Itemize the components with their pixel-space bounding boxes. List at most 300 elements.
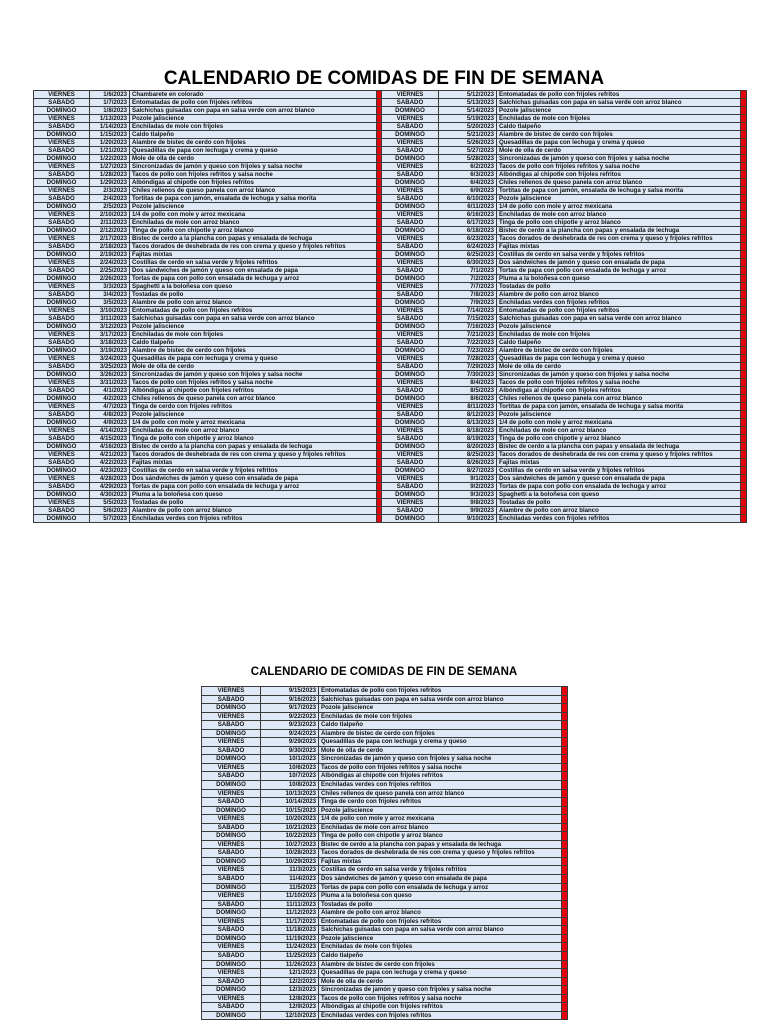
dish-cell: Sincronizadas de jamón y queso con frijoles y salsa noche — [130, 371, 377, 379]
table-row — [34, 91, 383, 99]
day-cell: SABADO — [34, 195, 90, 203]
day-cell: VIERNES — [34, 163, 90, 171]
date-cell: 2/4/2023 — [90, 195, 130, 203]
dish-cell: Pozole jaliscience — [319, 704, 562, 713]
table-row — [34, 203, 383, 211]
dish-cell: Alambre de bistec de cerdo con frijoles — [497, 131, 741, 139]
date-cell: 1/7/2023 — [90, 99, 130, 107]
dish-cell: Fajitas mixtas — [130, 251, 377, 259]
day-cell: VIERNES — [34, 259, 90, 267]
day-cell: VIERNES — [382, 163, 439, 171]
dish-cell: Albóndigas al chipotle con frijoles refritos — [130, 387, 377, 395]
dish-cell: Quesadillas de papa con lechuga y crema y queso — [130, 355, 377, 363]
red-marker — [562, 815, 568, 824]
date-cell: 11/26/2023 — [261, 960, 319, 969]
day-cell: DOMINGO — [382, 323, 439, 331]
day-cell: SABADO — [202, 849, 261, 858]
dish-cell: Mole de olla de cerdo — [319, 746, 562, 755]
dish-cell: Sincronizadas de jamón y queso con frijoles y salsa noche — [497, 155, 741, 163]
table-row — [34, 291, 383, 299]
table-row — [34, 363, 383, 371]
date-cell: 12/1/2023 — [261, 969, 319, 978]
table-row — [202, 721, 568, 730]
table-row — [34, 427, 383, 435]
date-cell: 10/15/2023 — [261, 806, 319, 815]
date-cell: 10/8/2023 — [261, 781, 319, 790]
dish-cell: Alambre de pollo con arroz blanco — [130, 507, 377, 515]
day-cell: DOMINGO — [382, 515, 439, 523]
dish-cell: Mole de olla de cerdo — [130, 363, 377, 371]
table-row — [382, 179, 747, 187]
table-row — [382, 451, 747, 459]
dish-cell: Alambre de bistec de cerdo con frijoles — [497, 347, 741, 355]
day-cell: SABADO — [202, 798, 261, 807]
date-cell: 1/21/2023 — [90, 147, 130, 155]
red-marker — [562, 883, 568, 892]
table-row — [34, 451, 383, 459]
red-marker — [741, 411, 747, 419]
date-cell: 8/12/2023 — [439, 411, 497, 419]
table-row — [202, 738, 568, 747]
dish-cell: Sincronizadas de jamón y queso con frijoles y salsa noche — [319, 986, 562, 995]
dish-cell: Entomatadas de pollo con frijoles refritos — [319, 687, 562, 696]
day-cell: DOMINGO — [34, 323, 90, 331]
day-cell: DOMINGO — [382, 371, 439, 379]
day-cell: VIERNES — [382, 307, 439, 315]
dish-cell: Enchiladas verdes con frijoles refritos — [497, 299, 741, 307]
dish-cell: Tacos dorados de deshebrada de res con crema y queso y frijoles refritos — [497, 451, 741, 459]
red-marker — [562, 866, 568, 875]
table-row — [202, 960, 568, 969]
dish-cell: Alambre de pollo con arroz blanco — [497, 507, 741, 515]
table-row — [202, 789, 568, 798]
day-cell: VIERNES — [202, 892, 261, 901]
day-cell: SABADO — [202, 695, 261, 704]
dish-cell: Dos sándwiches de jamón y queso con ensalada de papa — [130, 475, 377, 483]
dish-cell: Fajitas mixtas — [319, 857, 562, 866]
table-row — [382, 411, 747, 419]
red-marker — [562, 1003, 568, 1012]
table-row — [202, 1011, 568, 1020]
date-cell: 3/19/2023 — [90, 347, 130, 355]
date-cell: 3/5/2023 — [90, 299, 130, 307]
table-row — [34, 227, 383, 235]
day-cell: DOMINGO — [34, 515, 90, 523]
day-cell: SABADO — [34, 435, 90, 443]
dish-cell: Pluma a la boloñesa con queso — [319, 892, 562, 901]
day-cell: DOMINGO — [34, 371, 90, 379]
date-cell: 11/25/2023 — [261, 951, 319, 960]
date-cell: 9/16/2023 — [261, 695, 319, 704]
table-row — [34, 419, 383, 427]
table-row — [382, 155, 747, 163]
red-marker — [741, 483, 747, 491]
dish-cell: Tinga de cerdo con frijoles refritos — [130, 403, 377, 411]
red-marker — [562, 1011, 568, 1020]
table-row — [34, 267, 383, 275]
dish-cell: Dos sándwiches de jamón y queso con ensalada de papa — [319, 875, 562, 884]
day-cell: DOMINGO — [382, 107, 439, 115]
table-row — [202, 909, 568, 918]
red-marker — [741, 291, 747, 299]
red-marker — [741, 203, 747, 211]
dish-cell: Sincronizadas de jamón y queso con frijoles y salsa noche — [497, 371, 741, 379]
red-marker — [562, 969, 568, 978]
dish-cell: Pozole jaliscience — [497, 107, 741, 115]
dish-cell: Enchiladas de mole con frijoles — [497, 331, 741, 339]
table-row — [202, 729, 568, 738]
day-cell: VIERNES — [382, 379, 439, 387]
table-row — [382, 323, 747, 331]
date-cell: 6/25/2023 — [439, 251, 497, 259]
table-row — [202, 926, 568, 935]
table-row — [382, 427, 747, 435]
dish-cell: Enchiladas de mole con frijoles — [130, 331, 377, 339]
red-marker — [562, 781, 568, 790]
red-marker — [741, 211, 747, 219]
red-marker — [741, 139, 747, 147]
date-cell: 7/7/2023 — [439, 283, 497, 291]
date-cell: 9/23/2023 — [261, 721, 319, 730]
date-cell: 9/3/2023 — [439, 491, 497, 499]
day-cell: DOMINGO — [34, 107, 90, 115]
red-marker — [741, 147, 747, 155]
table-row — [382, 339, 747, 347]
meal-table-right — [381, 90, 747, 523]
day-cell: SABADO — [382, 99, 439, 107]
table-row — [34, 283, 383, 291]
table-row — [382, 499, 747, 507]
day-cell: SABADO — [202, 875, 261, 884]
red-marker — [741, 331, 747, 339]
day-cell: SABADO — [202, 900, 261, 909]
red-marker — [562, 789, 568, 798]
red-marker — [562, 917, 568, 926]
date-cell: 2/18/2023 — [90, 243, 130, 251]
day-cell: SABADO — [382, 363, 439, 371]
red-marker — [562, 763, 568, 772]
table-row — [382, 227, 747, 235]
date-cell: 11/5/2023 — [261, 883, 319, 892]
date-cell: 11/19/2023 — [261, 934, 319, 943]
table-row — [382, 251, 747, 259]
dish-cell: Caldo tlalpeño — [130, 131, 377, 139]
day-cell: SABADO — [202, 951, 261, 960]
dish-cell: Quesadillas de papa con lechuga y crema y queso — [130, 147, 377, 155]
red-marker — [562, 823, 568, 832]
day-cell: SABADO — [34, 507, 90, 515]
day-cell: DOMINGO — [34, 467, 90, 475]
red-marker — [562, 849, 568, 858]
date-cell: 8/19/2023 — [439, 435, 497, 443]
date-cell: 4/29/2023 — [90, 483, 130, 491]
dish-cell: Quesadillas de papa con lechuga y crema y queso — [319, 969, 562, 978]
red-marker — [741, 395, 747, 403]
dish-cell: Alambre de pollo con arroz blanco — [497, 291, 741, 299]
table-row — [202, 704, 568, 713]
table-row — [34, 323, 383, 331]
date-cell: 6/18/2023 — [439, 227, 497, 235]
red-marker — [562, 832, 568, 841]
table-row — [202, 977, 568, 986]
red-marker — [741, 251, 747, 259]
dish-cell: Albóndigas al chipotle con frijoles refritos — [130, 179, 377, 187]
date-cell: 4/15/2023 — [90, 435, 130, 443]
dish-cell: Caldo tlalpeño — [319, 951, 562, 960]
table-row — [382, 171, 747, 179]
date-cell: 9/24/2023 — [261, 729, 319, 738]
day-cell: VIERNES — [202, 687, 261, 696]
dish-cell: Pozole jaliscience — [319, 934, 562, 943]
day-cell: DOMINGO — [202, 806, 261, 815]
red-marker — [562, 798, 568, 807]
dish-cell: Enchiladas verdes con frijoles refritos — [319, 781, 562, 790]
table-row — [34, 475, 383, 483]
red-marker — [741, 195, 747, 203]
dish-cell: Costillas de cerdo en salsa verde y frijoles refritos — [497, 467, 741, 475]
day-cell: VIERNES — [382, 451, 439, 459]
dish-cell: Tacos dorados de deshebrada de res con crema y queso y frijoles refritos — [319, 849, 562, 858]
table-row — [382, 203, 747, 211]
date-cell: 10/21/2023 — [261, 823, 319, 832]
date-cell: 1/28/2023 — [90, 171, 130, 179]
table-row — [34, 491, 383, 499]
day-cell: SABADO — [202, 721, 261, 730]
table-row — [382, 363, 747, 371]
dish-cell: Fajitas mixtas — [130, 459, 377, 467]
date-cell: 11/10/2023 — [261, 892, 319, 901]
date-cell: 3/18/2023 — [90, 339, 130, 347]
day-cell: VIERNES — [34, 499, 90, 507]
dish-cell: Pluma a la boloñesa con queso — [130, 491, 377, 499]
dish-cell: Bistec de cerdo a la plancha con papas y ensalada de lechuga — [497, 227, 741, 235]
red-marker — [741, 243, 747, 251]
day-cell: SABADO — [382, 435, 439, 443]
date-cell: 8/27/2023 — [439, 467, 497, 475]
date-cell: 9/15/2023 — [261, 687, 319, 696]
table-row — [202, 695, 568, 704]
red-marker — [562, 695, 568, 704]
dish-cell: Entomatadas de pollo con frijoles refritos — [497, 91, 741, 99]
dish-cell: Pozole jaliscience — [130, 323, 377, 331]
day-cell: VIERNES — [34, 115, 90, 123]
dish-cell: Tortitas de papa con jamón, ensalada de lechuga y salsa morita — [497, 403, 741, 411]
red-marker — [741, 363, 747, 371]
dish-cell: Salchichas guisadas con papa en salsa verde con arroz blanco — [319, 695, 562, 704]
day-cell: VIERNES — [34, 139, 90, 147]
day-cell: VIERNES — [382, 91, 439, 99]
day-cell: DOMINGO — [34, 491, 90, 499]
dish-cell: Sincronizadas de jamón y queso con frijoles y salsa noche — [130, 163, 377, 171]
table-row — [382, 107, 747, 115]
dish-cell: Tinga de pollo con chipotle y arroz blanco — [319, 832, 562, 841]
day-cell: DOMINGO — [382, 203, 439, 211]
day-cell: SABADO — [34, 267, 90, 275]
page-title-2: CALENDARIO DE COMIDAS DE FIN DE SEMANA — [250, 666, 518, 678]
day-cell: DOMINGO — [202, 960, 261, 969]
dish-cell: Spaghetti a la boloñesa con queso — [497, 491, 741, 499]
table-row — [34, 163, 383, 171]
dish-cell: Enchiladas de mole con arroz blanco — [130, 427, 377, 435]
table-row — [34, 299, 383, 307]
red-marker — [562, 738, 568, 747]
day-cell: SABADO — [202, 977, 261, 986]
table-row — [382, 395, 747, 403]
date-cell: 6/3/2023 — [439, 171, 497, 179]
date-cell: 4/9/2023 — [90, 419, 130, 427]
date-cell: 6/17/2023 — [439, 219, 497, 227]
table-row — [202, 806, 568, 815]
day-cell: DOMINGO — [34, 179, 90, 187]
dish-cell: Entomatadas de pollo con frijoles refritos — [130, 307, 377, 315]
dish-cell: Tostadas de pollo — [130, 499, 377, 507]
day-cell: VIERNES — [382, 403, 439, 411]
dish-cell: Enchiladas de mole con frijoles — [319, 943, 562, 952]
table-row — [382, 307, 747, 315]
date-cell: 2/24/2023 — [90, 259, 130, 267]
dish-cell: Mole de olla de cerdo — [319, 977, 562, 986]
table-row — [34, 315, 383, 323]
day-cell: VIERNES — [34, 451, 90, 459]
day-cell: VIERNES — [34, 283, 90, 291]
day-cell: DOMINGO — [382, 179, 439, 187]
date-cell: 7/1/2023 — [439, 267, 497, 275]
table-row — [202, 755, 568, 764]
table-row — [382, 491, 747, 499]
day-cell: SABADO — [382, 267, 439, 275]
red-marker — [562, 977, 568, 986]
red-marker — [562, 712, 568, 721]
date-cell: 1/13/2023 — [90, 115, 130, 123]
dish-cell: Spaghetti a la boloñesa con queso — [130, 283, 377, 291]
table-row — [382, 291, 747, 299]
day-cell: VIERNES — [382, 283, 439, 291]
dish-cell: Bistec de cerdo a la plancha con papas y ensalada de lechuga — [497, 443, 741, 451]
table-row — [382, 443, 747, 451]
day-cell: SABADO — [382, 123, 439, 131]
page-title: CALENDARIO DE COMIDAS DE FIN DE SEMANA — [163, 68, 605, 89]
date-cell: 3/3/2023 — [90, 283, 130, 291]
table-row — [382, 403, 747, 411]
day-cell: VIERNES — [34, 403, 90, 411]
date-cell: 1/15/2023 — [90, 131, 130, 139]
date-cell: 5/26/2023 — [439, 139, 497, 147]
date-cell: 5/20/2023 — [439, 123, 497, 131]
date-cell: 2/10/2023 — [90, 211, 130, 219]
table-row — [382, 211, 747, 219]
red-marker — [741, 299, 747, 307]
red-marker — [741, 499, 747, 507]
date-cell: 10/20/2023 — [261, 815, 319, 824]
red-marker — [741, 459, 747, 467]
red-marker — [562, 772, 568, 781]
red-marker — [562, 943, 568, 952]
date-cell: 6/16/2023 — [439, 211, 497, 219]
day-cell: SABADO — [34, 363, 90, 371]
day-cell: SABADO — [202, 1003, 261, 1012]
red-marker — [741, 275, 747, 283]
day-cell: DOMINGO — [382, 251, 439, 259]
date-cell: 5/21/2023 — [439, 131, 497, 139]
table-row — [382, 147, 747, 155]
date-cell: 1/6/2023 — [90, 91, 130, 99]
dish-cell: Tacos de pollo con frijoles refritos y salsa noche — [319, 994, 562, 1003]
date-cell: 2/3/2023 — [90, 187, 130, 195]
table-row — [34, 403, 383, 411]
dish-cell: Enchiladas verdes con frijoles refritos — [319, 1011, 562, 1020]
table-row — [34, 131, 383, 139]
red-marker — [741, 403, 747, 411]
red-marker — [741, 451, 747, 459]
date-cell: 10/14/2023 — [261, 798, 319, 807]
date-cell: 4/22/2023 — [90, 459, 130, 467]
table-row — [382, 187, 747, 195]
red-marker — [741, 371, 747, 379]
table-row — [382, 139, 747, 147]
date-cell: 6/2/2023 — [439, 163, 497, 171]
date-cell: 2/11/2023 — [90, 219, 130, 227]
day-cell: SABADO — [34, 411, 90, 419]
table-row — [202, 815, 568, 824]
red-marker — [741, 115, 747, 123]
dish-cell: Costillas de cerdo en salsa verde y frijoles refritos — [319, 866, 562, 875]
day-cell: VIERNES — [382, 235, 439, 243]
red-marker — [562, 875, 568, 884]
table-row — [34, 459, 383, 467]
dish-cell: Dos sándwiches de jamón y queso con ensalada de papa — [130, 267, 377, 275]
meal-table-left — [33, 90, 383, 523]
day-cell: VIERNES — [202, 969, 261, 978]
table-row — [34, 443, 383, 451]
table-row — [202, 994, 568, 1003]
red-marker — [741, 187, 747, 195]
day-cell: SABADO — [382, 507, 439, 515]
date-cell: 3/26/2023 — [90, 371, 130, 379]
table-row — [34, 483, 383, 491]
date-cell: 2/19/2023 — [90, 251, 130, 259]
dish-cell: 1/4 de pollo con mole y arroz mexicana — [497, 419, 741, 427]
table-row — [34, 259, 383, 267]
day-cell: DOMINGO — [382, 347, 439, 355]
date-cell: 11/4/2023 — [261, 875, 319, 884]
dish-cell: Tacos dorados de deshebrada de res con crema y queso y frijoles refritos — [130, 243, 377, 251]
day-cell: SABADO — [202, 746, 261, 755]
table-row — [202, 883, 568, 892]
table-row — [202, 1003, 568, 1012]
red-marker — [741, 107, 747, 115]
day-cell: VIERNES — [382, 499, 439, 507]
day-cell: VIERNES — [382, 331, 439, 339]
red-marker — [741, 419, 747, 427]
table-row — [382, 99, 747, 107]
dish-cell: Alambre de bistec de cerdo con frijoles — [130, 139, 377, 147]
dish-cell: Enchiladas de mole con frijoles — [319, 712, 562, 721]
red-marker — [741, 283, 747, 291]
date-cell: 4/8/2023 — [90, 411, 130, 419]
red-marker — [562, 892, 568, 901]
date-cell: 11/11/2023 — [261, 900, 319, 909]
day-cell: VIERNES — [382, 115, 439, 123]
table-row — [34, 515, 383, 523]
dish-cell: Quesadillas de papa con lechuga y crema y queso — [497, 139, 741, 147]
table-row — [34, 123, 383, 131]
date-cell: 4/7/2023 — [90, 403, 130, 411]
table-row — [382, 283, 747, 291]
day-cell: VIERNES — [34, 235, 90, 243]
date-cell: 7/30/2023 — [439, 371, 497, 379]
dish-cell: Albóndigas al chipotle con frijoles refritos — [319, 1003, 562, 1012]
dish-cell: Tortas de papa con pollo con ensalada de lechuga y arroz — [319, 883, 562, 892]
